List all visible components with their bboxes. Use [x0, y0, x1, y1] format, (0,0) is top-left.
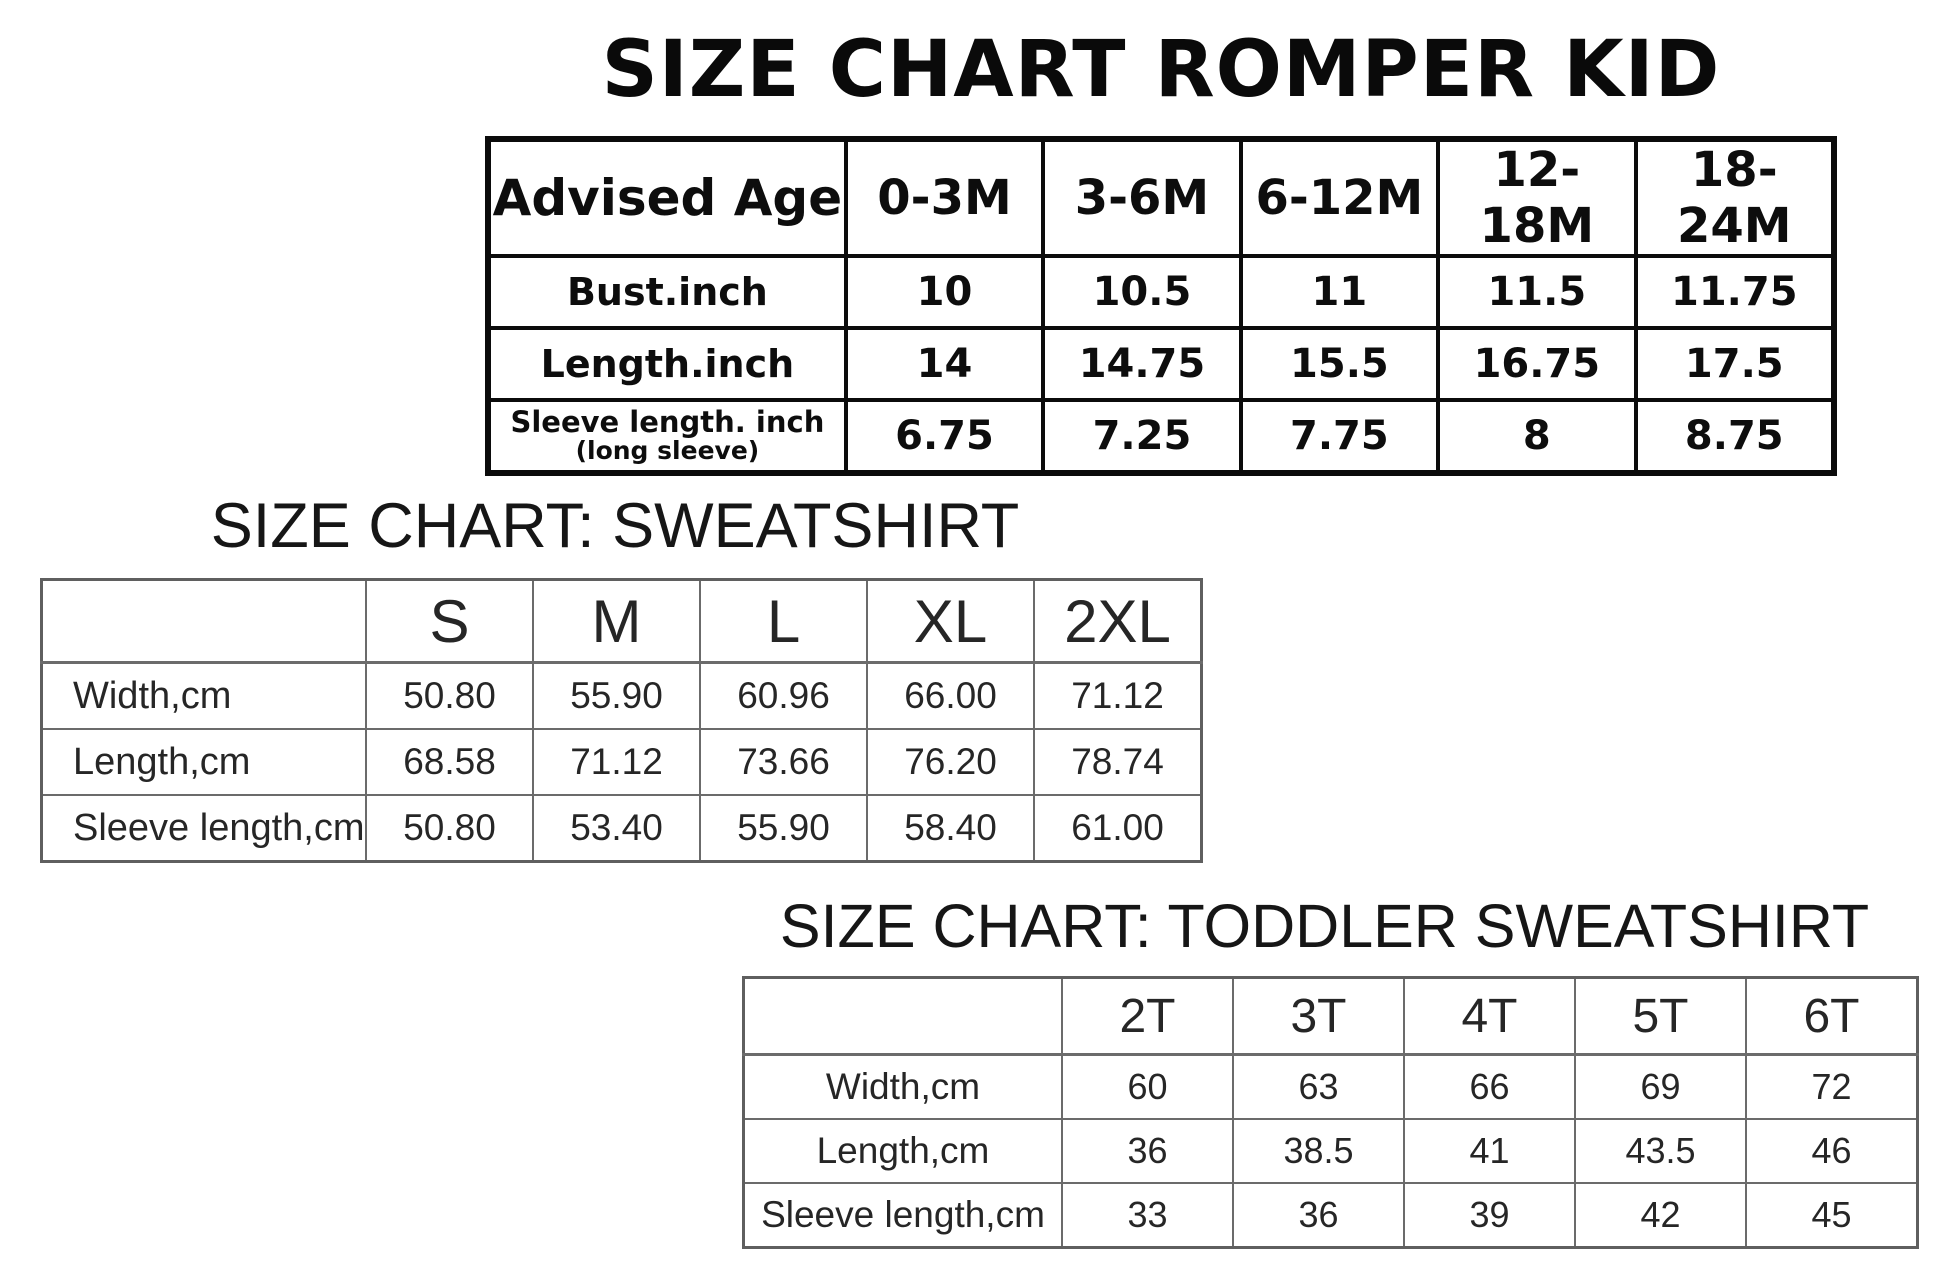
row-label-cell: Length.inch: [488, 328, 846, 400]
size-value-cell: 42: [1575, 1183, 1746, 1248]
size-column-header: 4T: [1404, 978, 1575, 1055]
sweatshirt-chart-title: SIZE CHART: SWEATSHIRT: [210, 491, 1020, 561]
row-label-cell: [488, 400, 846, 473]
size-value-cell: 14: [846, 328, 1043, 400]
row-label-cell: Sleeve length,cm: [744, 1183, 1063, 1248]
size-column-header: XL: [867, 580, 1034, 663]
header-row: [488, 139, 1834, 256]
size-value-cell: 76.20: [867, 729, 1034, 795]
romper-size-table: [485, 136, 1837, 476]
measurement-column-header: [744, 978, 1063, 1055]
romper-size-chart-section: [485, 26, 1837, 476]
size-column-header: 3-6M: [1043, 139, 1240, 256]
toddler-sweatshirt-chart-title: SIZE CHART: TODDLER SWEATSHIRT: [779, 892, 1870, 960]
size-value-cell: 10: [846, 256, 1043, 328]
measurement-row: [488, 328, 1834, 400]
size-value-cell: 17.5: [1636, 328, 1834, 400]
measurement-row: [744, 1183, 1918, 1248]
header-row: [42, 580, 1202, 663]
toddler-sweatshirt-size-table: [742, 976, 1919, 1249]
size-value-cell: 71.12: [1034, 663, 1202, 730]
size-value-cell: 36: [1062, 1119, 1233, 1183]
size-column-header: 6T: [1746, 978, 1918, 1055]
size-value-cell: 7.75: [1241, 400, 1438, 473]
size-column-header: 18-24M: [1636, 139, 1834, 256]
size-value-cell: 15.5: [1241, 328, 1438, 400]
row-label-cell: Length,cm: [744, 1119, 1063, 1183]
size-value-cell: 66: [1404, 1055, 1575, 1120]
size-value-cell: 11.75: [1636, 256, 1834, 328]
size-value-cell: 66.00: [867, 663, 1034, 730]
toddler-sweatshirt-size-chart-section: [742, 893, 1907, 1249]
size-value-cell: 11: [1241, 256, 1438, 328]
size-value-cell: 68.58: [366, 729, 533, 795]
size-column-header: 12-18M: [1438, 139, 1635, 256]
size-column-header: 2T: [1062, 978, 1233, 1055]
measurement-row: [744, 1119, 1918, 1183]
size-value-cell: 7.25: [1043, 400, 1240, 473]
size-value-cell: 73.66: [700, 729, 867, 795]
size-value-cell: 71.12: [533, 729, 700, 795]
size-value-cell: 63: [1233, 1055, 1404, 1120]
size-value-cell: 33: [1062, 1183, 1233, 1248]
size-value-cell: 6.75: [846, 400, 1043, 473]
size-column-header: 5T: [1575, 978, 1746, 1055]
sweatshirt-size-table: [40, 578, 1203, 863]
row-label: Sleeve length. inch: [510, 404, 825, 439]
measurement-row: [42, 795, 1202, 862]
size-value-cell: 8: [1438, 400, 1635, 473]
size-column-header: S: [366, 580, 533, 663]
size-value-cell: 45: [1746, 1183, 1918, 1248]
size-value-cell: 50.80: [366, 795, 533, 862]
size-value-cell: 43.5: [1575, 1119, 1746, 1183]
measurement-row: [488, 256, 1834, 328]
size-value-cell: 55.90: [533, 663, 700, 730]
header-row: [744, 978, 1918, 1055]
size-column-header: 3T: [1233, 978, 1404, 1055]
row-label-cell: Bust.inch: [488, 256, 846, 328]
size-value-cell: 39: [1404, 1183, 1575, 1248]
measurement-row: [42, 663, 1202, 730]
size-value-cell: 58.40: [867, 795, 1034, 862]
size-value-cell: 50.80: [366, 663, 533, 730]
row-label-cell: Width,cm: [744, 1055, 1063, 1120]
size-value-cell: 78.74: [1034, 729, 1202, 795]
measurement-row: [744, 1055, 1918, 1120]
size-column-header: 2XL: [1034, 580, 1202, 663]
measurement-row: [488, 400, 1834, 473]
row-sublabel: (long sleeve): [575, 436, 760, 466]
row-label-cell: Length,cm: [42, 729, 367, 795]
size-value-cell: 8.75: [1636, 400, 1834, 473]
measurement-column-header: [42, 580, 367, 663]
size-column-header: 0-3M: [846, 139, 1043, 256]
size-value-cell: 14.75: [1043, 328, 1240, 400]
size-column-header: 6-12M: [1241, 139, 1438, 256]
row-label-cell: Sleeve length,cm: [42, 795, 367, 862]
size-value-cell: 69: [1575, 1055, 1746, 1120]
size-value-cell: 36: [1233, 1183, 1404, 1248]
size-value-cell: 46: [1746, 1119, 1918, 1183]
romper-chart-title: SIZE CHART ROMPER KID: [601, 25, 1721, 115]
size-value-cell: 60.96: [700, 663, 867, 730]
size-value-cell: 11.5: [1438, 256, 1635, 328]
measurement-row: [42, 729, 1202, 795]
sweatshirt-size-chart-section: [40, 492, 1190, 863]
size-value-cell: 61.00: [1034, 795, 1202, 862]
size-value-cell: 53.40: [533, 795, 700, 862]
size-value-cell: 38.5: [1233, 1119, 1404, 1183]
size-column-header: M: [533, 580, 700, 663]
size-value-cell: 72: [1746, 1055, 1918, 1120]
size-column-header: L: [700, 580, 867, 663]
measurement-column-header: Advised Age: [488, 139, 846, 256]
size-value-cell: 60: [1062, 1055, 1233, 1120]
size-value-cell: 16.75: [1438, 328, 1635, 400]
size-value-cell: 41: [1404, 1119, 1575, 1183]
size-value-cell: 10.5: [1043, 256, 1240, 328]
size-value-cell: 55.90: [700, 795, 867, 862]
row-label-cell: Width,cm: [42, 663, 367, 730]
